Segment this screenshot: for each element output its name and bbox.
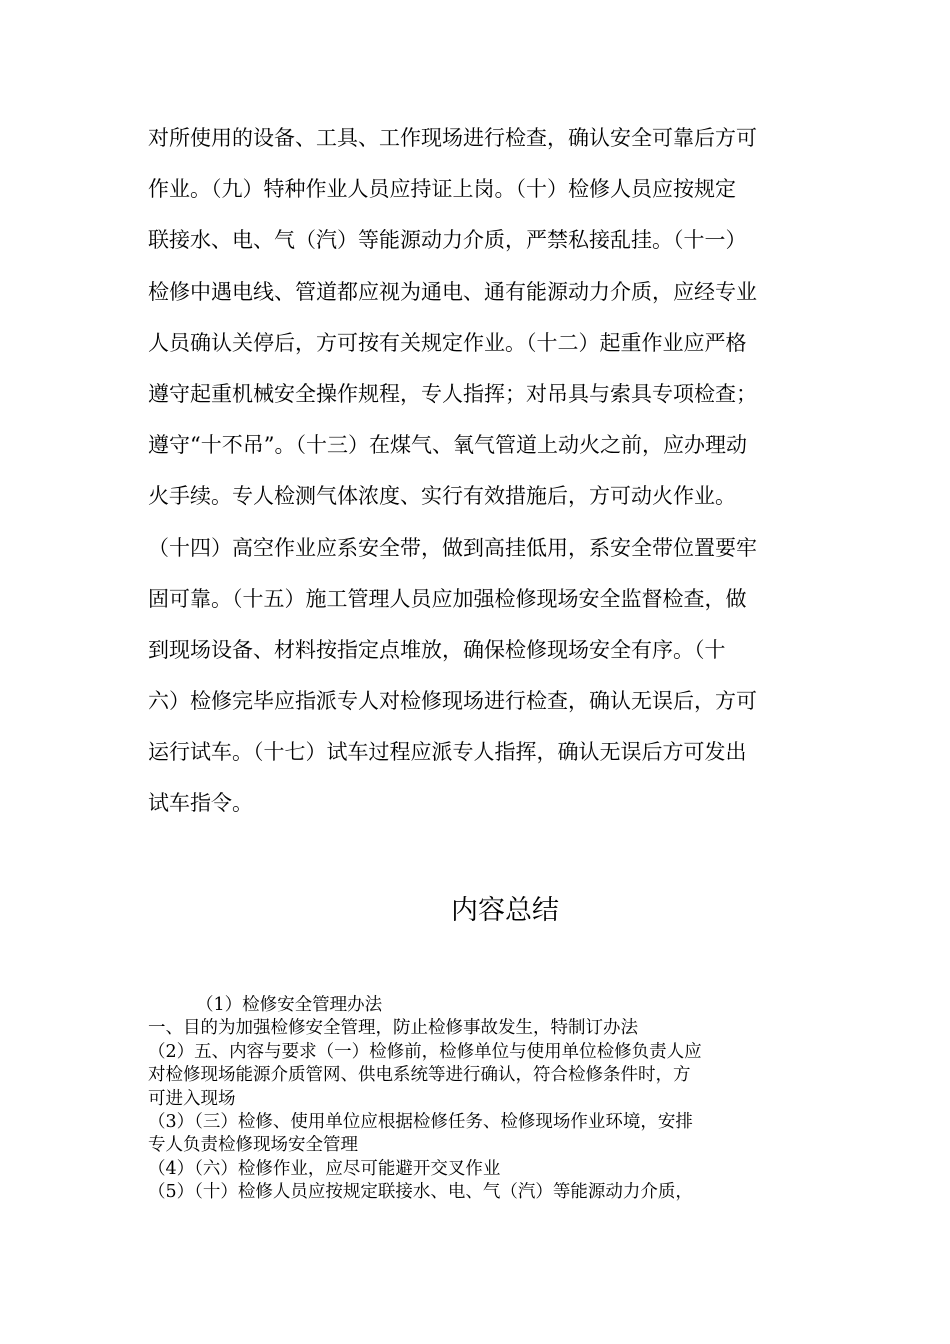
summary-list	[148, 994, 813, 1205]
body-line: 固可靠。（十五）施工管理人员应加强检修现场安全监督检查，做	[148, 586, 747, 611]
summary-line: （1）检修安全管理办法	[196, 995, 383, 1015]
body-line: 火手续。专人检测气体浓度、实行有效措施后，方可动火作业。	[148, 484, 736, 509]
summary-line: 可进入现场	[148, 1088, 236, 1109]
body-line: 联接水、电、气（汽）等能源动力介质，严禁私接乱挂。（十一）	[148, 228, 747, 253]
summary-line: （2）五、内容与要求（一）检修前，检修单位与使用单位检修负责人应	[148, 1041, 702, 1062]
summary-line: 专人负责检修现场安全管理	[148, 1135, 358, 1156]
summary-line: 对检修现场能源介质管网、供电系统等进行确认，符合检修条件时，方	[148, 1065, 691, 1086]
summary-line: （4）（六）检修作业，应尽可能避开交叉作业	[148, 1158, 501, 1179]
body-line: 对所使用的设备、工具、工作现场进行检查，确认安全可靠后方可	[148, 126, 757, 150]
body-line: 到现场设备、材料按指定点堆放，确保检修现场安全有序。（十	[148, 637, 726, 662]
summary-line: 一、目的为加强检修安全管理，防止检修事故发生，特制订办法	[148, 1018, 638, 1039]
body-line: （十四）高空作业应系安全带，做到高挂低用，系安全带位置要牢	[148, 535, 757, 560]
summary-line: （5）（十）检修人员应按规定联接水、电、气（汽）等能源动力介质，	[148, 1182, 693, 1203]
body-line: 作业。（九）特种作业人员应持证上岗。（十）检修人员应按规定	[148, 177, 736, 202]
summary-line: （3）（三）检修、使用单位应根据检修任务、检修现场作业环境，安排	[148, 1111, 693, 1132]
body-text	[148, 113, 808, 830]
summary-title: 内容总结	[451, 895, 559, 926]
body-line: 运行试车。（十七）试车过程应派专人指挥，确认无误后方可发出	[148, 740, 747, 765]
body-line: 六）检修完毕应指派专人对检修现场进行检查，确认无误后，方可	[148, 689, 757, 714]
body-line: 检修中遇电线、管道都应视为通电、通有能源动力介质，应经专业	[148, 279, 757, 304]
body-line: 试车指令。	[148, 791, 253, 816]
body-line: 遵守起重机械安全操作规程，专人指挥；对吊具与索具专项检查；	[148, 381, 757, 406]
body-line: 人员确认关停后，方可按有关规定作业。（十二）起重作业应严格	[148, 330, 747, 355]
body-line: 遵守“十不吊”。（十三）在煤气、氧气管道上动火之前，应办理动	[148, 433, 747, 458]
